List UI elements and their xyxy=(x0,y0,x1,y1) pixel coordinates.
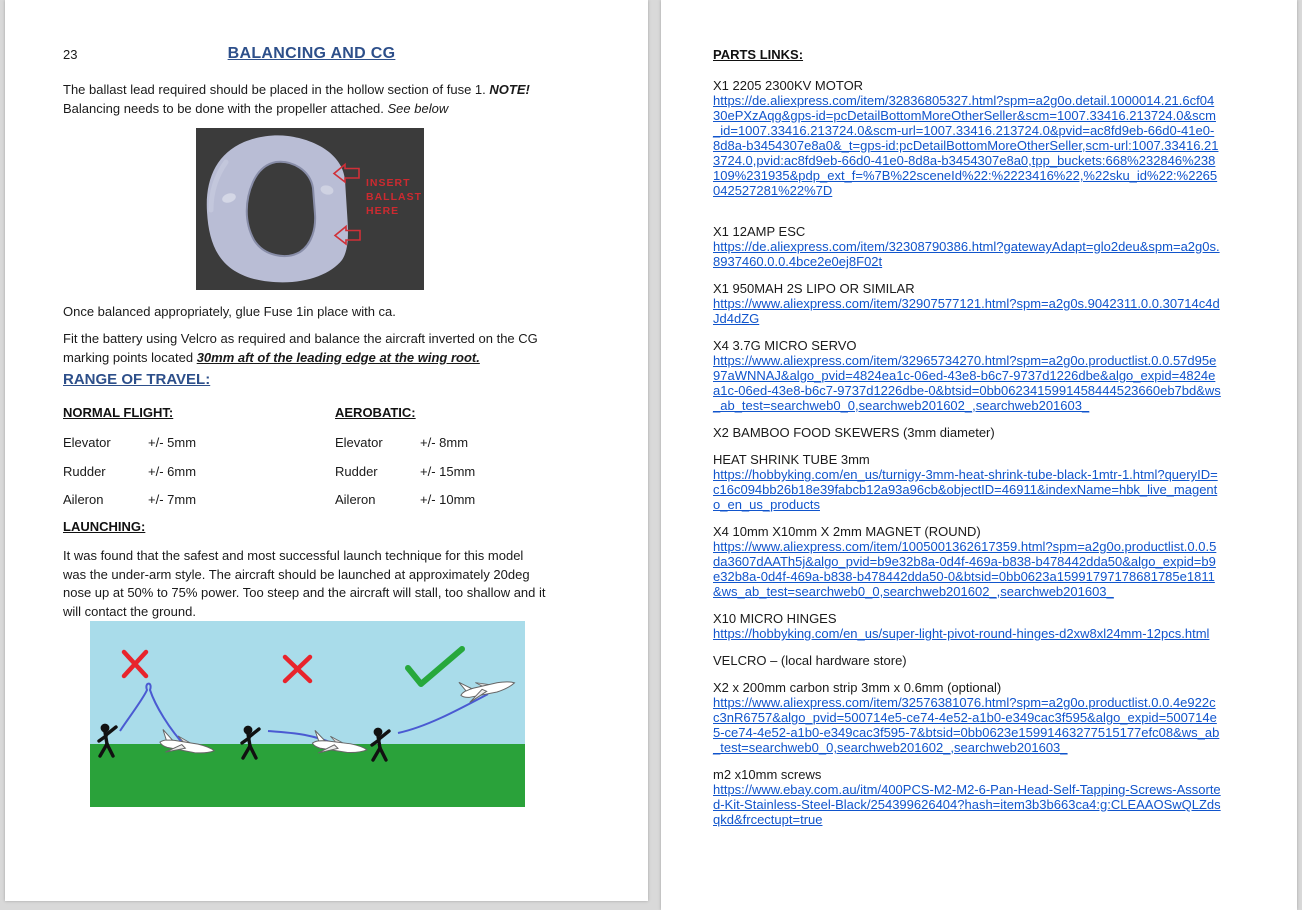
page-title: BALANCING AND CG xyxy=(227,45,396,62)
right-page xyxy=(661,0,1297,910)
normal-flight-heading: NORMAL FLIGHT: xyxy=(63,405,174,420)
normal-flight-column xyxy=(63,405,196,520)
ballast-figure xyxy=(196,128,424,290)
part-name: HEAT SHRINK TUBE 3mm xyxy=(713,452,870,467)
part-link[interactable]: https://www.aliexpress.com/item/32907577121.html?spm=a2g0s.9042311.0.0.30714c4dJd4dZG xyxy=(713,296,1220,326)
intro-line-1: The ballast lead required should be placed in the hollow section of fuse 1. NOTE! xyxy=(63,82,530,97)
launching-heading: LAUNCHING: xyxy=(63,519,146,534)
ballast-label-line3: HERE xyxy=(366,205,400,217)
travel-row: Elevator +/- 8mm xyxy=(335,435,469,450)
launching-paragraph: It was found that the safest and most successful launch technique for this model was the under-arm style. The aircraft should be launched at approximately 20deg nose up at 50% to 75% power. Too steep and the aircraft will stall, too shallow and it will contact the ground. xyxy=(63,548,546,619)
left-page xyxy=(5,0,648,901)
part-link[interactable]: https://www.aliexpress.com/item/1005001362617359.html?spm=a2g0o.productlist.0.0.5da3607dAATh5j&algo_pvid=b9e32b8a-0d4f-469a-b838-b478442dda50&algo_expid=b9e32b8a-0d4f-469a-b838-b478442dda50-0&btsid=0bb0623a15991797178681785e1811&ws_ab_test=searchweb0_0,searchweb201602_,searchweb201603_ xyxy=(713,539,1217,599)
part-name: X1 12AMP ESC xyxy=(713,224,806,239)
part-item xyxy=(713,338,1221,413)
once-balanced-line: Once balanced appropriately, glue Fuse 1in place with ca. xyxy=(63,304,396,319)
part-link[interactable]: https://de.aliexpress.com/item/32836805327.html?spm=a2g0o.detail.1000014.21.6cf0430ePXzAqg&gps-id=pcDetailBottomMoreOtherSeller&scm=1007.33416.213724.0&scm_id=1007.33416.213724.0&scm-url=1007.33416.213724.0&pvid=ac8fd9eb-66d0-41e0-8d8a-b3454307e8a0&_t=gps-id:pcDetailBottomMoreOtherSeller,scm-url:1007.33416.213724.0,pvid:ac8fd9eb-66d0-41e0-8d8a-b3454307e8a0,tpp_buckets:668%232846%238109%231935&pdp_ext_f=%7B%22sceneId%22:%2223416%22,%22sku_id%22:%2265042527281%22%7D xyxy=(713,93,1219,198)
part-name: m2 x10mm screws xyxy=(713,767,822,782)
part-name: X2 BAMBOO FOOD SKEWERS (3mm diameter) xyxy=(713,425,995,440)
part-item xyxy=(713,281,1221,326)
travel-row: Rudder +/- 15mm xyxy=(335,463,476,479)
part-item xyxy=(713,767,1221,827)
travel-row: Elevator +/- 5mm xyxy=(63,435,197,450)
part-link[interactable]: https://www.aliexpress.com/item/32576381076.html?spm=a2g0o.productlist.0.0.4e922cc3nR6757&algo_pvid=500714e5-ce74-4e52-a1b0-e349cac3f595&algo_expid=500714e5-ce74-4e52-a1b0-e349cac3f595-7&btsid=0bb0623e15991463277515177efc08&ws_ab_test=searchweb0_0,searchweb201602_,searchweb201603_ xyxy=(713,695,1220,755)
intro-paragraph xyxy=(63,81,563,118)
ballast-label-line1: INSERT xyxy=(366,177,411,189)
part-name: X2 x 200mm carbon strip 3mm x 0.6mm (optional) xyxy=(713,680,1002,695)
part-link[interactable]: https://www.aliexpress.com/item/32965734270.html?spm=a2g0o.productlist.0.0.57d95e97aWNNAJ&algo_pvid=4824ea1c-06ed-43e8-b6c7-9737d1226dbe&algo_expid=4824ea1c-06ed-43e8-b6c7-9737d1226dbe-0&btsid=0bb0623415991458444523660eb7bd&ws_ab_test=searchweb0_0,searchweb201602_,searchweb201603_ xyxy=(713,353,1221,413)
part-item xyxy=(713,224,1221,269)
cg-location-emphasis: 30mm aft of the leading edge at the wing root. xyxy=(196,349,480,365)
travel-row: Rudder +/- 6mm xyxy=(63,463,197,479)
note-emphasis: NOTE! xyxy=(489,82,530,97)
part-link[interactable]: https://de.aliexpress.com/item/32308790386.html?gatewayAdapt=glo2deu&spm=a2g0s.8937460.0.0.4bce2e0ej8F02t xyxy=(713,239,1220,269)
aerobatic-heading: AEROBATIC: xyxy=(335,405,416,420)
part-item xyxy=(713,611,1221,641)
range-of-travel-heading: RANGE OF TRAVEL: xyxy=(63,371,211,388)
part-item xyxy=(713,78,1221,198)
part-link[interactable]: https://www.ebay.com.au/itm/400PCS-M2-M2-6-Pan-Head-Self-Tapping-Screws-Assorted-Kit-Stainless-Steel-Black/254399626404?hash=item3b3b663ca4:g:CLEAAOSwQLZdsqkd&frcectupt=true xyxy=(713,782,1221,827)
parts-list xyxy=(713,78,1221,839)
part-name: X4 10mm X10mm X 2mm MAGNET (ROUND) xyxy=(713,524,981,539)
part-name: X4 3.7G MICRO SERVO xyxy=(713,338,857,353)
travel-row: Aileron +/- 10mm xyxy=(335,492,476,507)
intro-line-2: Balancing needs to be done with the propeller attached. See below xyxy=(63,100,449,116)
part-item xyxy=(713,452,1221,512)
part-name: X10 MICRO HINGES xyxy=(713,611,837,626)
part-item xyxy=(713,524,1221,599)
grass-ground xyxy=(90,744,525,807)
part-link[interactable]: https://hobbyking.com/en_us/turnigy-3mm-heat-shrink-tube-black-1mtr-1.html?queryID=c16c094bb26b18e39fabcb12a93a96cb&objectID=46911&indexName=hbk_live_magento_en_us_products xyxy=(713,467,1218,512)
see-below-emphasis: See below xyxy=(387,100,449,116)
part-item xyxy=(713,680,1221,755)
ballast-label-line2: BALLAST xyxy=(366,191,422,203)
part-item xyxy=(713,425,1221,440)
part-name: VELCRO – (local hardware store) xyxy=(713,653,907,668)
part-name: X1 2205 2300KV MOTOR xyxy=(713,78,864,93)
part-link[interactable]: https://hobbyking.com/en_us/super-light-pivot-round-hinges-d2xw8xl24mm-12pcs.html xyxy=(713,626,1210,641)
aerobatic-column xyxy=(335,405,475,520)
part-item xyxy=(713,653,1221,668)
parts-links-heading: PARTS LINKS: xyxy=(713,47,804,62)
page-number: 23 xyxy=(63,47,78,62)
part-name: X1 950MAH 2S LIPO OR SIMILAR xyxy=(713,281,915,296)
travel-row: Aileron +/- 7mm xyxy=(63,492,197,507)
launch-diagram xyxy=(90,621,525,807)
fit-battery-paragraph: Fit the battery using Velcro as required and balance the aircraft inverted on the CG marking points located 30mm aft of the leading edge at the wing root. xyxy=(63,331,538,365)
